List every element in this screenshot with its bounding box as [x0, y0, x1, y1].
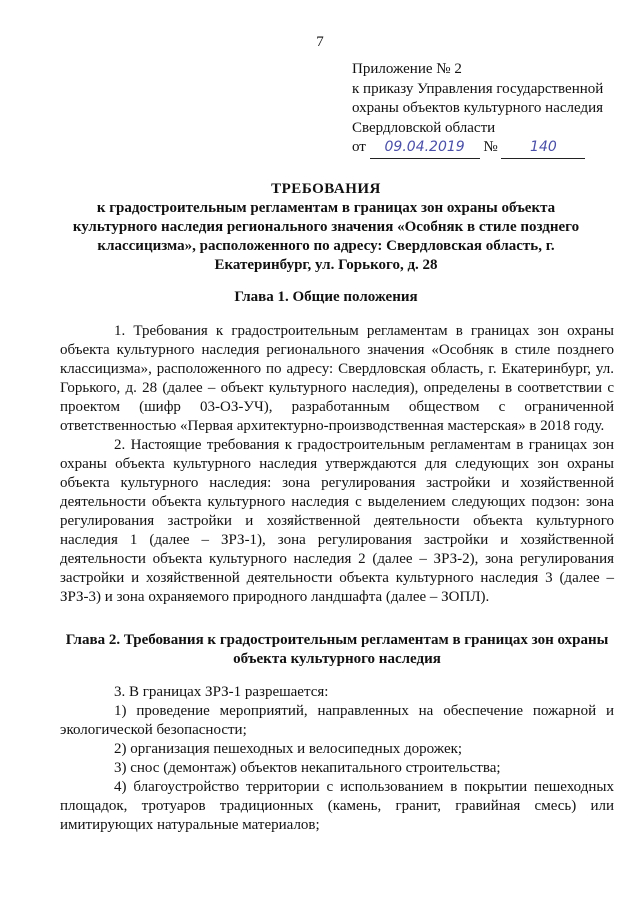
number-label: №: [483, 139, 498, 155]
document-title: [60, 180, 592, 275]
list-item-1: 1) проведение мероприятий, направленных на обеспечение пожарной и экологической безопасности;: [60, 703, 614, 738]
paragraph-1: 1. Требования к градостроительным регламентам в границах зон охраны объекта культурного наследия регионального значения «Особняк в стиле позднего классицизма», расположенного по адресу: Свердловская область, г. Екатеринбург, ул. Горького, д. 28 (далее – объект культурного наследия), определены в соответствии с проектом (шифр 03-ОЗ-УЧ), разработанным обществом с ограниченной ответственностью «Первая архитектурно-производственная мастерская» в 2018 году.: [60, 323, 614, 434]
appendix-line-1: Приложение № 2: [352, 61, 462, 77]
chapter-1-body: [60, 322, 614, 607]
page-number: 7: [316, 34, 324, 50]
list-item-2: 2) организация пешеходных и велосипедных дорожек;: [114, 741, 463, 757]
from-label: от: [352, 139, 366, 155]
handwritten-date: 09.04.2019: [370, 138, 480, 159]
paragraph-3: 3. В границах ЗРЗ-1 разрешается:: [114, 684, 329, 700]
appendix-line-3: охраны объектов культурного наследия: [352, 100, 604, 116]
chapter-1-heading: Глава 1. Общие положения: [234, 289, 418, 305]
list-item-4: 4) благоустройство территории с использованием в покрытии пешеходных площадок, тротуаров традиционных (камень, гранит, гравийная смесь) или имитирующих натуральные материалов;: [60, 779, 614, 833]
appendix-header: [352, 60, 622, 159]
chapter-2-heading: Глава 2. Требования к градостроительным регламентам в границах зон охраны объекта культурного наследия: [65, 632, 609, 667]
chapter-2-body: [60, 683, 614, 835]
title-main: ТРЕБОВАНИЯ: [271, 181, 381, 197]
title-subtitle: к градостроительным регламентам в границах зон охраны объекта культурного наследия регионального значения «Особняк в стиле позднего классицизма», расположенного по адресу: Свердловская область, г. Екатеринбург, ул. Горького, д. 28: [72, 200, 580, 273]
paragraph-2: 2. Настоящие требования к градостроительным регламентам в границах зон охраны объекта культурного наследия утверждаются для следующих зон охраны объекта культурного наследия: зона регулирования застройки и хозяйственной деятельности объекта культурного наследия с выделением следующих подзон: зона регулирования застройки и хозяйственной деятельности объекта культурного наследия 1 (далее – ЗРЗ-1), зона регулирования застройки и хозяйственной деятельности объекта культурного наследия 2 (далее – ЗРЗ-2), зона регулирования застройки и хозяйственной деятельности объекта культурного наследия 3 (далее – ЗРЗ-3) и зона охраняемого природного ландшафта (далее – ЗОПЛ).: [60, 437, 614, 605]
list-item-3: 3) снос (демонтаж) объектов некапитального строительства;: [114, 760, 501, 776]
appendix-line-2: к приказу Управления государственной: [352, 80, 604, 97]
appendix-line-4: Свердловской области: [352, 119, 496, 136]
handwritten-number: 140: [501, 138, 585, 159]
order-date-number-line: [352, 138, 622, 159]
